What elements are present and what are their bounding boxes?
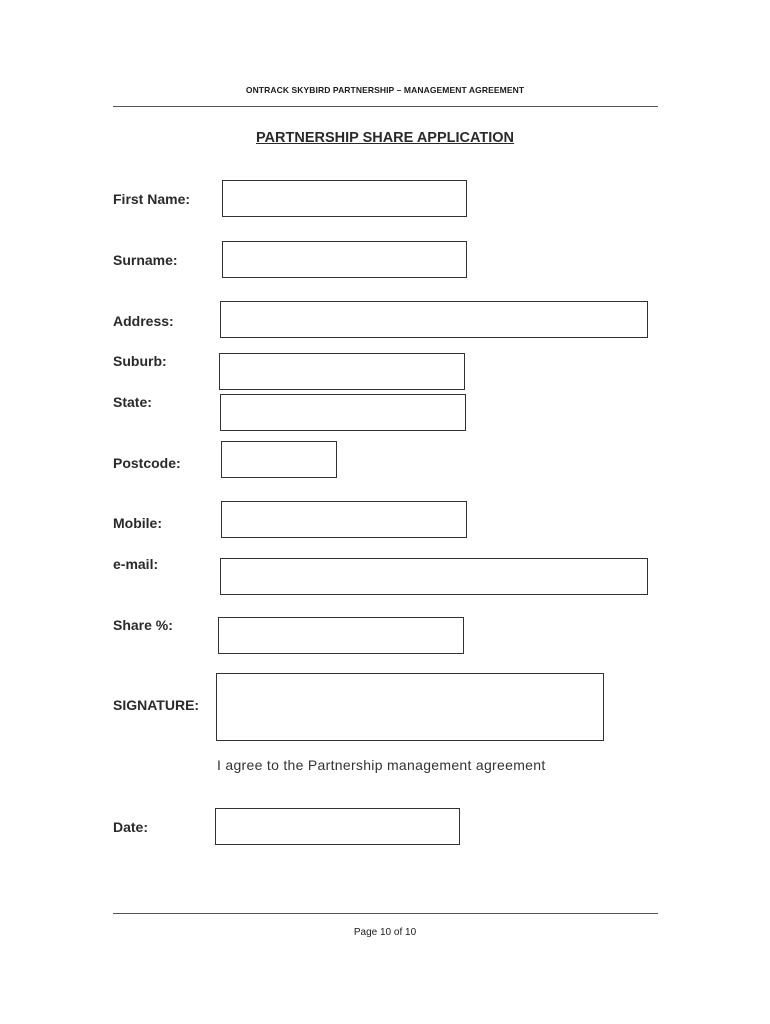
footer-divider xyxy=(113,913,658,914)
agreement-statement: I agree to the Partnership management agreement xyxy=(217,757,546,773)
state-label: State: xyxy=(113,394,152,410)
page-number: Page 10 of 10 xyxy=(353,927,417,938)
share-label: Share %: xyxy=(113,617,173,633)
first-name-label: First Name: xyxy=(113,191,191,207)
running-header: ONTRACK SKYBIRD PARTNERSHIP – MANAGEMENT AGREEMENT xyxy=(245,85,525,95)
first-name-field[interactable] xyxy=(222,180,467,217)
form-title: PARTNERSHIP SHARE APPLICATION xyxy=(255,130,515,146)
suburb-label: Suburb: xyxy=(113,353,167,369)
surname-label: Surname: xyxy=(113,252,178,268)
header-divider xyxy=(113,106,658,107)
email-field[interactable] xyxy=(220,558,648,595)
share-field[interactable] xyxy=(218,617,464,654)
suburb-field[interactable] xyxy=(219,353,465,390)
address-field[interactable] xyxy=(220,301,648,338)
signature-field[interactable] xyxy=(216,673,604,741)
email-label: e-mail: xyxy=(113,556,159,572)
date-field[interactable] xyxy=(215,808,460,845)
postcode-field[interactable] xyxy=(221,441,337,478)
signature-label: SIGNATURE: xyxy=(113,697,200,713)
postcode-label: Postcode: xyxy=(113,455,181,471)
surname-field[interactable] xyxy=(222,241,467,278)
state-field[interactable] xyxy=(220,394,466,431)
mobile-field[interactable] xyxy=(221,501,467,538)
address-label: Address: xyxy=(113,313,174,329)
date-label: Date: xyxy=(113,819,149,835)
mobile-label: Mobile: xyxy=(113,515,162,531)
